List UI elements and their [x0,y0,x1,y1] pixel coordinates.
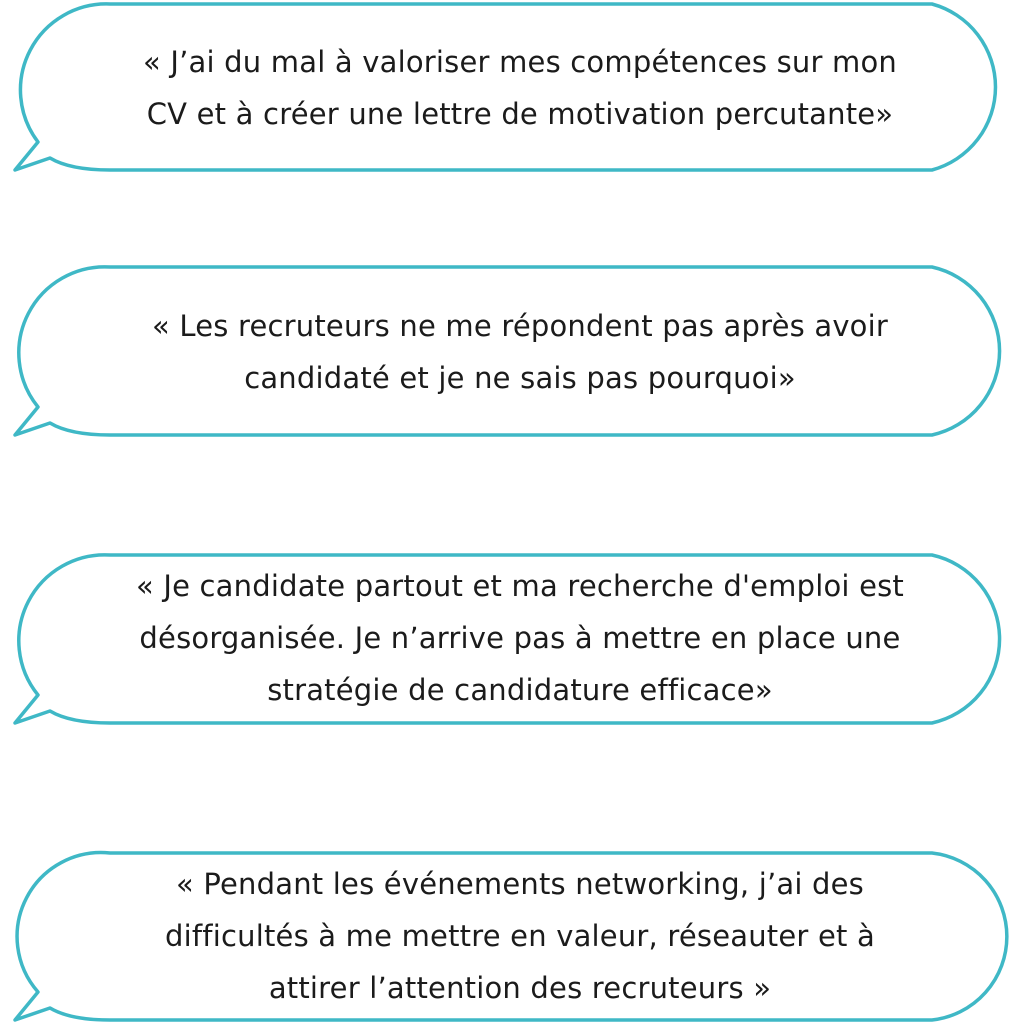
bubble-2-line-2: candidaté et je ne sais pas pourquoi» [244,361,796,395]
bubble-3-line-2: désorganisée. Je n’arrive pas à mettre en place une [139,621,901,655]
speech-bubble-4 [0,848,1024,1024]
bubble-4-line-2: difficultés à me mettre en valeur, réseauter et à [165,919,875,953]
bubble-3-line-1: « Je candidate partout et ma recherche d'emploi est [135,569,905,603]
bubble-2-line-1: « Les recruteurs ne me répondent pas après avoir [151,309,889,343]
speech-bubble-3 [0,550,1024,730]
bubble-4-text [40,858,1000,1014]
speech-bubble-2 [0,262,1024,442]
bubble-1-line-1: « J’ai du mal à valoriser mes compétences sur mon [143,45,897,79]
bubble-1-line-2: CV et à créer une lettre de motivation percutante» [146,97,894,131]
bubble-3-line-3: stratégie de candidature efficace» [267,673,773,707]
bubble-4-line-3: attirer l’attention des recruteurs » [268,971,772,1005]
bubble-2-text [40,300,1000,404]
speech-bubble-1 [0,0,1024,180]
bubble-1-text [40,36,1000,140]
bubble-4-line-1: « Pendant les événements networking, j’ai des [176,867,864,901]
bubble-3-text [40,560,1000,716]
